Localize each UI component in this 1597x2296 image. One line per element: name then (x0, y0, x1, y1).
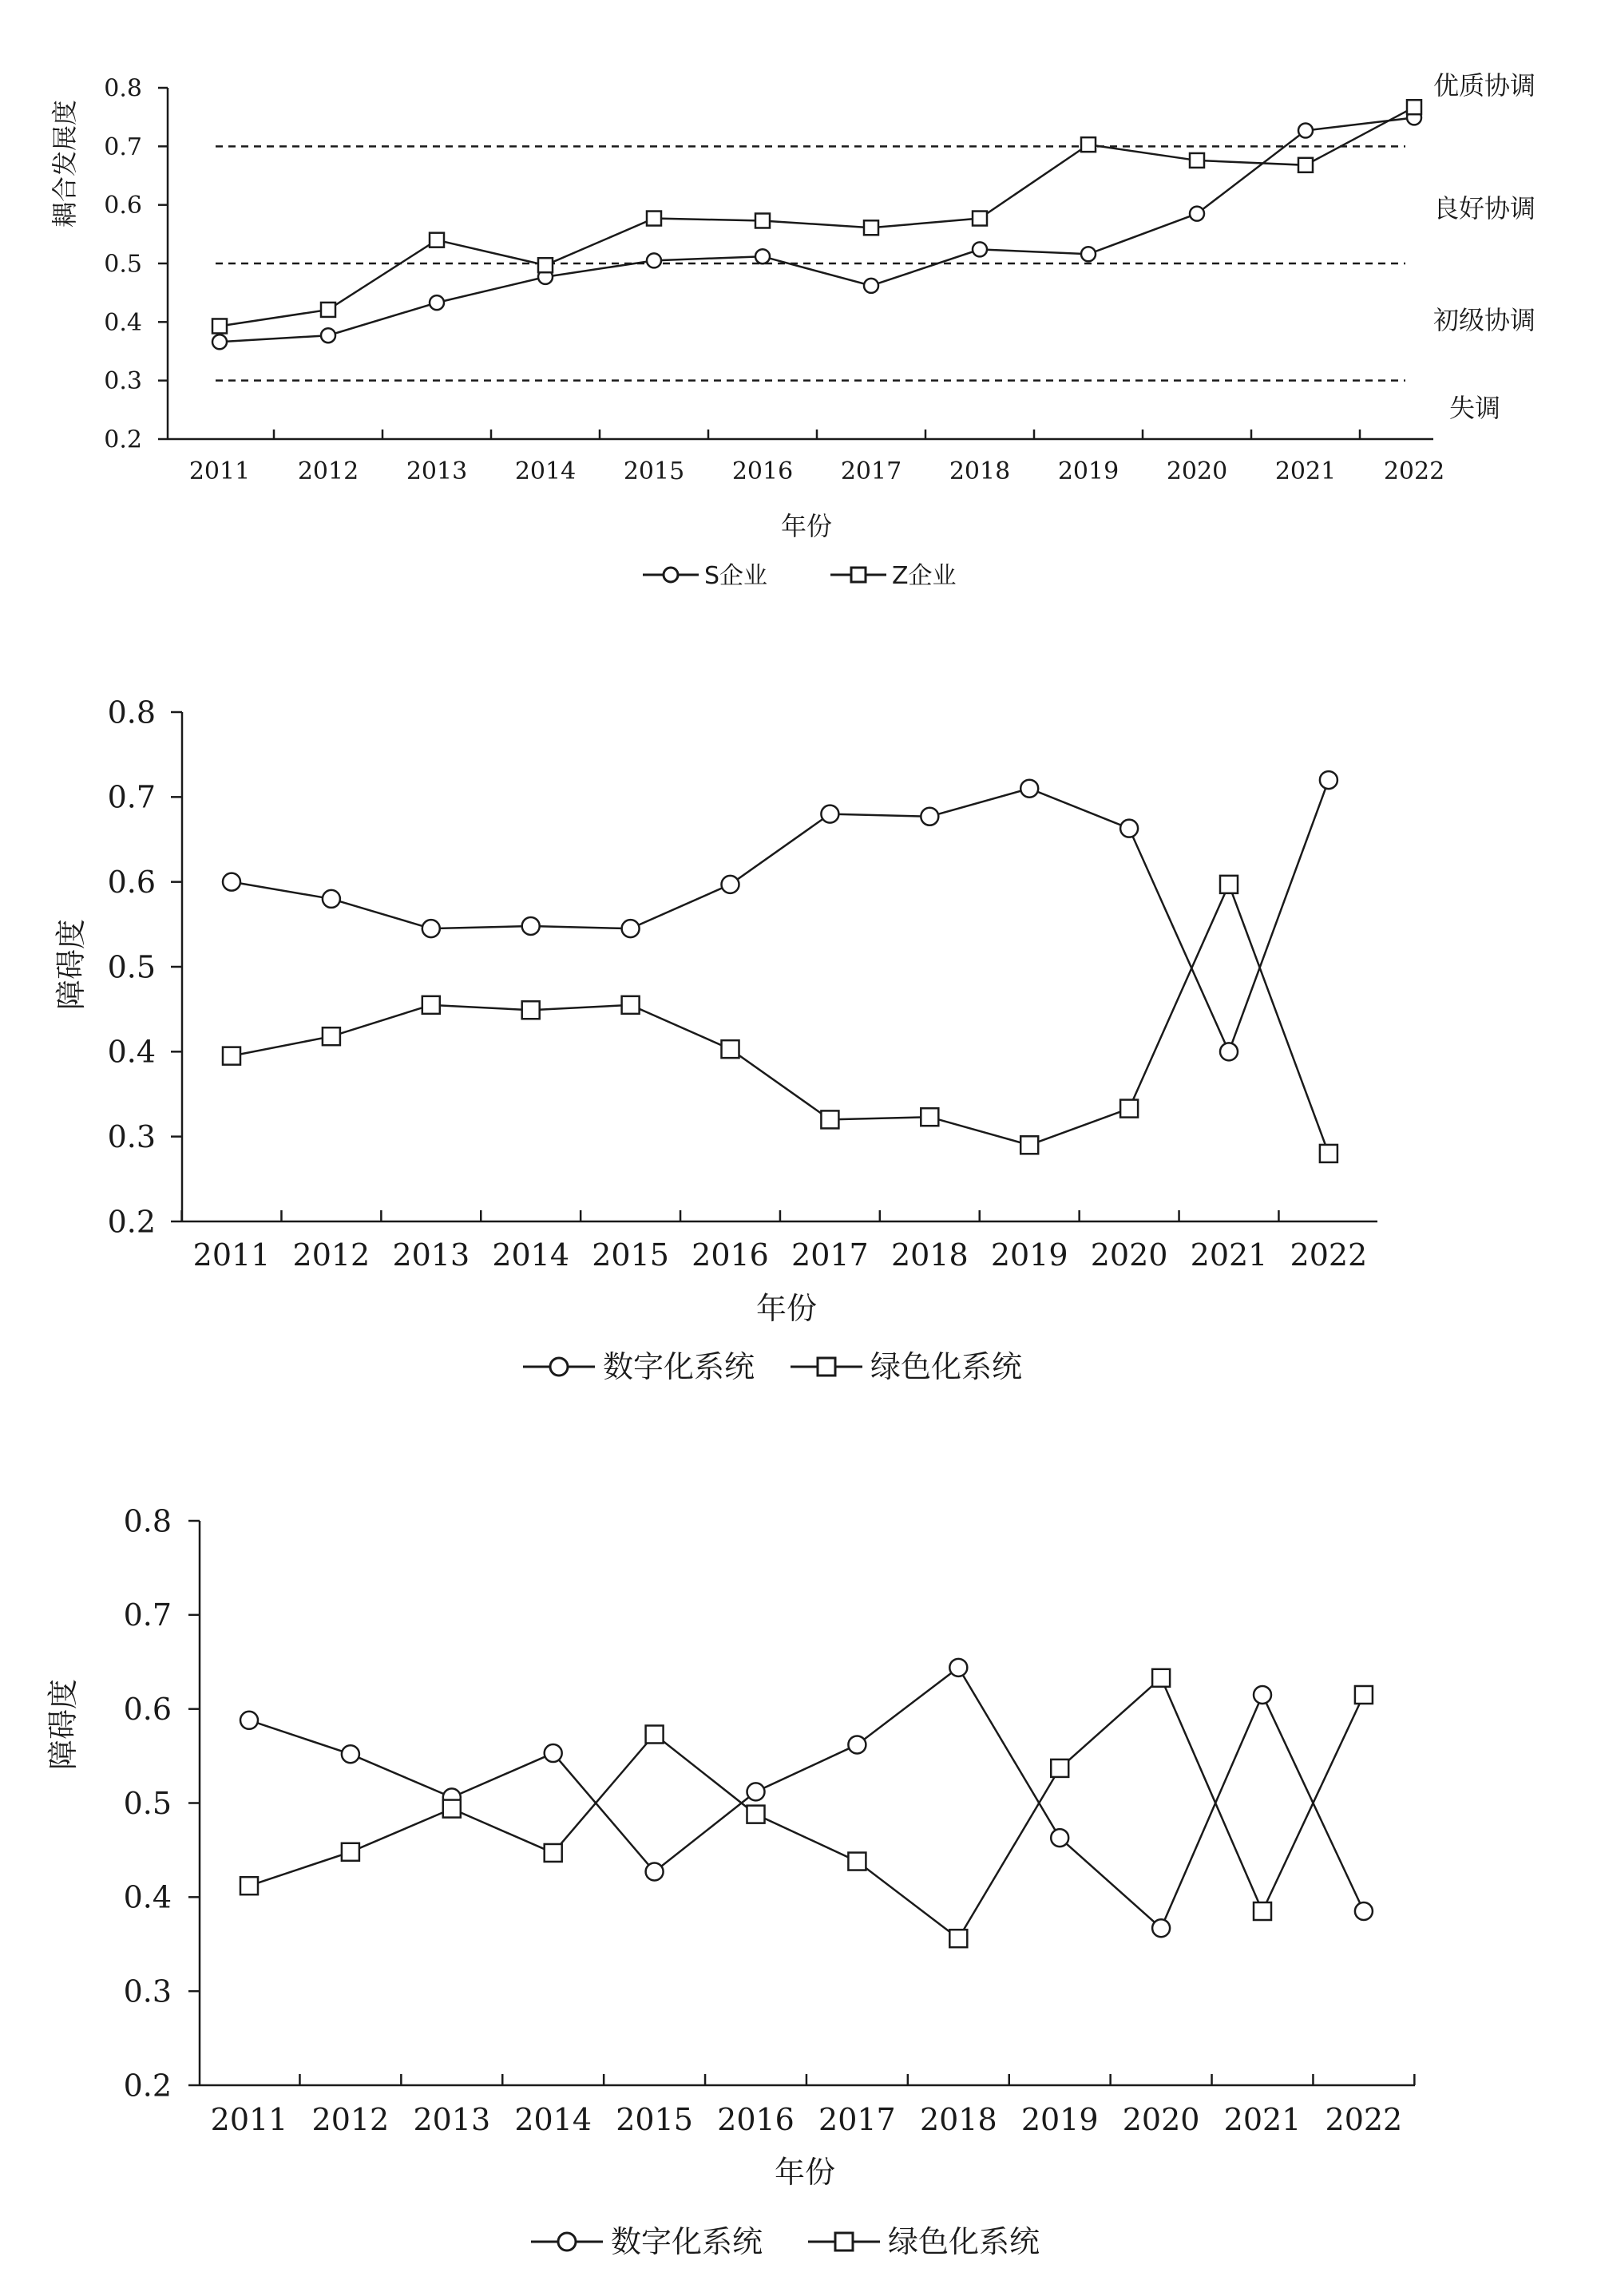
data-point-1 (848, 1736, 866, 1753)
x-tick-label: 2020 (1122, 2102, 1200, 2137)
x-tick-label: 2011 (210, 2102, 288, 2137)
y-tick-label: 0.2 (104, 426, 142, 454)
y-tick-label: 0.6 (123, 1691, 172, 1727)
data-point-1 (522, 917, 540, 935)
data-point-2 (342, 1843, 359, 1861)
data-point-1 (430, 295, 444, 310)
data-point-2 (755, 213, 770, 228)
data-point-1 (1051, 1829, 1068, 1847)
data-point-1 (646, 1863, 664, 1881)
data-point-2 (545, 1844, 562, 1862)
y-tick-label: 0.3 (104, 367, 142, 396)
y-tick-label: 0.4 (104, 308, 142, 337)
data-point-2 (1320, 1145, 1337, 1162)
data-point-2 (921, 1108, 938, 1126)
x-tick-label: 2018 (949, 457, 1011, 485)
data-point-2 (1298, 158, 1313, 172)
data-point-1 (622, 920, 640, 937)
chart-3-y-axis-label: 障碍度 (46, 1678, 81, 1771)
x-tick-label: 2019 (1020, 2102, 1099, 2137)
data-point-1 (323, 890, 340, 908)
legend-label-digital: 数字化系统 (603, 1349, 755, 1384)
data-point-2 (647, 212, 661, 226)
data-point-2 (1051, 1760, 1068, 1777)
y-tick-label: 0.2 (123, 2068, 172, 2104)
data-point-1 (240, 1712, 258, 1729)
x-tick-label: 2015 (592, 1237, 669, 1273)
data-point-2 (430, 233, 444, 247)
x-tick-label: 2018 (890, 1237, 969, 1273)
y-tick-label: 0.5 (123, 1785, 172, 1821)
zone-label-primary: 初级协调 (1433, 305, 1536, 335)
legend-label-z: Z企业 (892, 562, 957, 590)
x-tick-label: 2017 (840, 457, 902, 485)
x-tick-label: 2011 (188, 457, 251, 485)
y-tick-label: 0.5 (107, 949, 156, 985)
data-point-1 (1220, 1043, 1238, 1060)
data-point-2 (973, 212, 987, 226)
x-tick-label: 2013 (406, 457, 468, 485)
legend-marker-digital-3 (558, 2233, 576, 2250)
x-tick-label: 2020 (1090, 1237, 1168, 1273)
x-tick-label: 2013 (392, 1237, 470, 1273)
zone-label-good: 良好协调 (1433, 193, 1536, 224)
data-point-2 (422, 996, 440, 1014)
y-tick-label: 0.5 (104, 250, 142, 279)
y-tick-label: 0.6 (107, 864, 156, 900)
data-point-2 (646, 1725, 664, 1743)
x-tick-label: 2016 (692, 1237, 769, 1273)
y-tick-label: 0.8 (104, 74, 142, 103)
x-tick-label: 2013 (413, 2102, 491, 2137)
x-tick-label: 2014 (514, 2102, 592, 2137)
data-point-1 (1152, 1919, 1170, 1937)
y-tick-label: 0.4 (107, 1034, 156, 1070)
legend-marker-green-3 (835, 2233, 853, 2250)
y-tick-label: 0.8 (107, 695, 156, 730)
data-point-2 (1081, 137, 1096, 152)
y-tick-label: 0.4 (123, 1879, 172, 1915)
x-tick-label: 2017 (791, 1237, 869, 1273)
data-point-1 (647, 253, 661, 267)
data-point-1 (1355, 1902, 1373, 1920)
y-tick-label: 0.7 (107, 779, 156, 815)
legend-label-green: 绿色化系统 (870, 1349, 1023, 1384)
data-point-2 (522, 1001, 540, 1019)
data-point-1 (921, 808, 938, 825)
data-point-1 (755, 249, 770, 263)
y-tick-label: 0.7 (123, 1597, 172, 1633)
data-point-2 (1120, 1100, 1138, 1118)
y-tick-label: 0.7 (104, 133, 142, 161)
chart-1-y-axis-label: 耦合发展度 (50, 99, 80, 228)
data-point-2 (323, 1027, 340, 1045)
x-tick-label: 2012 (292, 1237, 371, 1273)
data-point-1 (1081, 247, 1096, 261)
data-point-1 (821, 806, 838, 823)
data-point-1 (864, 279, 878, 293)
y-tick-label: 0.3 (123, 1973, 172, 2009)
x-tick-label: 2016 (717, 2102, 795, 2137)
data-point-1 (1320, 771, 1337, 789)
data-point-1 (342, 1745, 359, 1763)
data-point-1 (1020, 780, 1038, 798)
data-point-2 (538, 258, 553, 272)
x-tick-label: 2020 (1166, 457, 1228, 485)
x-tick-label: 2016 (731, 457, 794, 485)
legend-marker-z (851, 568, 866, 582)
zone-label-imbalance: 失调 (1449, 393, 1501, 423)
legend-marker-digital (550, 1358, 568, 1376)
data-point-1 (1254, 1686, 1271, 1704)
chart-1-x-axis-label: 年份 (780, 511, 833, 541)
data-point-2 (1152, 1669, 1170, 1687)
data-point-1 (973, 242, 987, 256)
x-tick-label: 2019 (990, 1237, 1068, 1273)
chart-2-y-axis-label: 障碍度 (53, 918, 89, 1011)
legend-label-digital-3: 数字化系统 (611, 2224, 763, 2259)
data-point-1 (1190, 207, 1204, 221)
data-point-2 (443, 1800, 461, 1818)
data-point-1 (422, 920, 440, 937)
x-tick-label: 2018 (919, 2102, 997, 2137)
legend-marker-green (818, 1358, 835, 1376)
x-tick-label: 2014 (514, 457, 577, 485)
y-tick-label: 0.6 (104, 192, 142, 220)
x-tick-label: 2017 (818, 2102, 896, 2137)
data-point-2 (1190, 153, 1204, 168)
data-point-2 (821, 1110, 838, 1128)
data-point-2 (1355, 1686, 1373, 1704)
legend-label-green-3: 绿色化系统 (888, 2224, 1040, 2259)
x-tick-label: 2021 (1190, 1237, 1268, 1273)
data-point-1 (949, 1659, 967, 1676)
y-tick-label: 0.8 (123, 1503, 172, 1539)
data-point-2 (321, 303, 335, 317)
x-tick-label: 2022 (1383, 457, 1445, 485)
data-point-2 (1254, 1902, 1271, 1920)
data-point-1 (212, 335, 227, 349)
data-point-1 (545, 1744, 562, 1762)
x-tick-label: 2015 (623, 457, 685, 485)
x-tick-label: 2011 (192, 1237, 271, 1273)
data-point-1 (321, 328, 335, 342)
data-point-2 (223, 1047, 240, 1065)
data-point-1 (722, 876, 739, 893)
data-point-2 (864, 220, 878, 235)
legend-label-s: S企业 (704, 562, 768, 590)
data-point-2 (622, 996, 640, 1014)
x-tick-label: 2022 (1290, 1237, 1368, 1273)
chart-3-x-axis-label: 年份 (774, 2155, 836, 2190)
data-point-2 (1220, 876, 1238, 893)
data-point-2 (1407, 100, 1421, 114)
data-point-2 (722, 1040, 739, 1058)
data-point-2 (747, 1806, 765, 1823)
data-point-1 (1120, 820, 1138, 837)
y-tick-label: 0.3 (107, 1118, 156, 1154)
y-tick-label: 0.2 (107, 1204, 156, 1240)
data-point-2 (240, 1877, 258, 1894)
data-point-1 (747, 1783, 765, 1800)
data-point-2 (949, 1930, 967, 1947)
x-tick-label: 2022 (1325, 2102, 1403, 2137)
data-point-2 (1020, 1136, 1038, 1154)
chart-2-x-axis-label: 年份 (755, 1291, 818, 1326)
data-point-2 (212, 319, 227, 333)
x-tick-label: 2012 (311, 2102, 390, 2137)
zone-label-excellent: 优质协调 (1433, 70, 1536, 101)
x-tick-label: 2014 (492, 1237, 570, 1273)
data-point-2 (848, 1853, 866, 1870)
x-tick-label: 2015 (616, 2102, 693, 2137)
x-tick-label: 2019 (1057, 457, 1119, 485)
legend-marker-s (664, 568, 678, 582)
x-tick-label: 2021 (1223, 2102, 1302, 2137)
x-tick-label: 2021 (1274, 457, 1337, 485)
data-point-1 (223, 873, 240, 891)
x-tick-label: 2012 (297, 457, 359, 485)
data-point-1 (1298, 124, 1313, 138)
